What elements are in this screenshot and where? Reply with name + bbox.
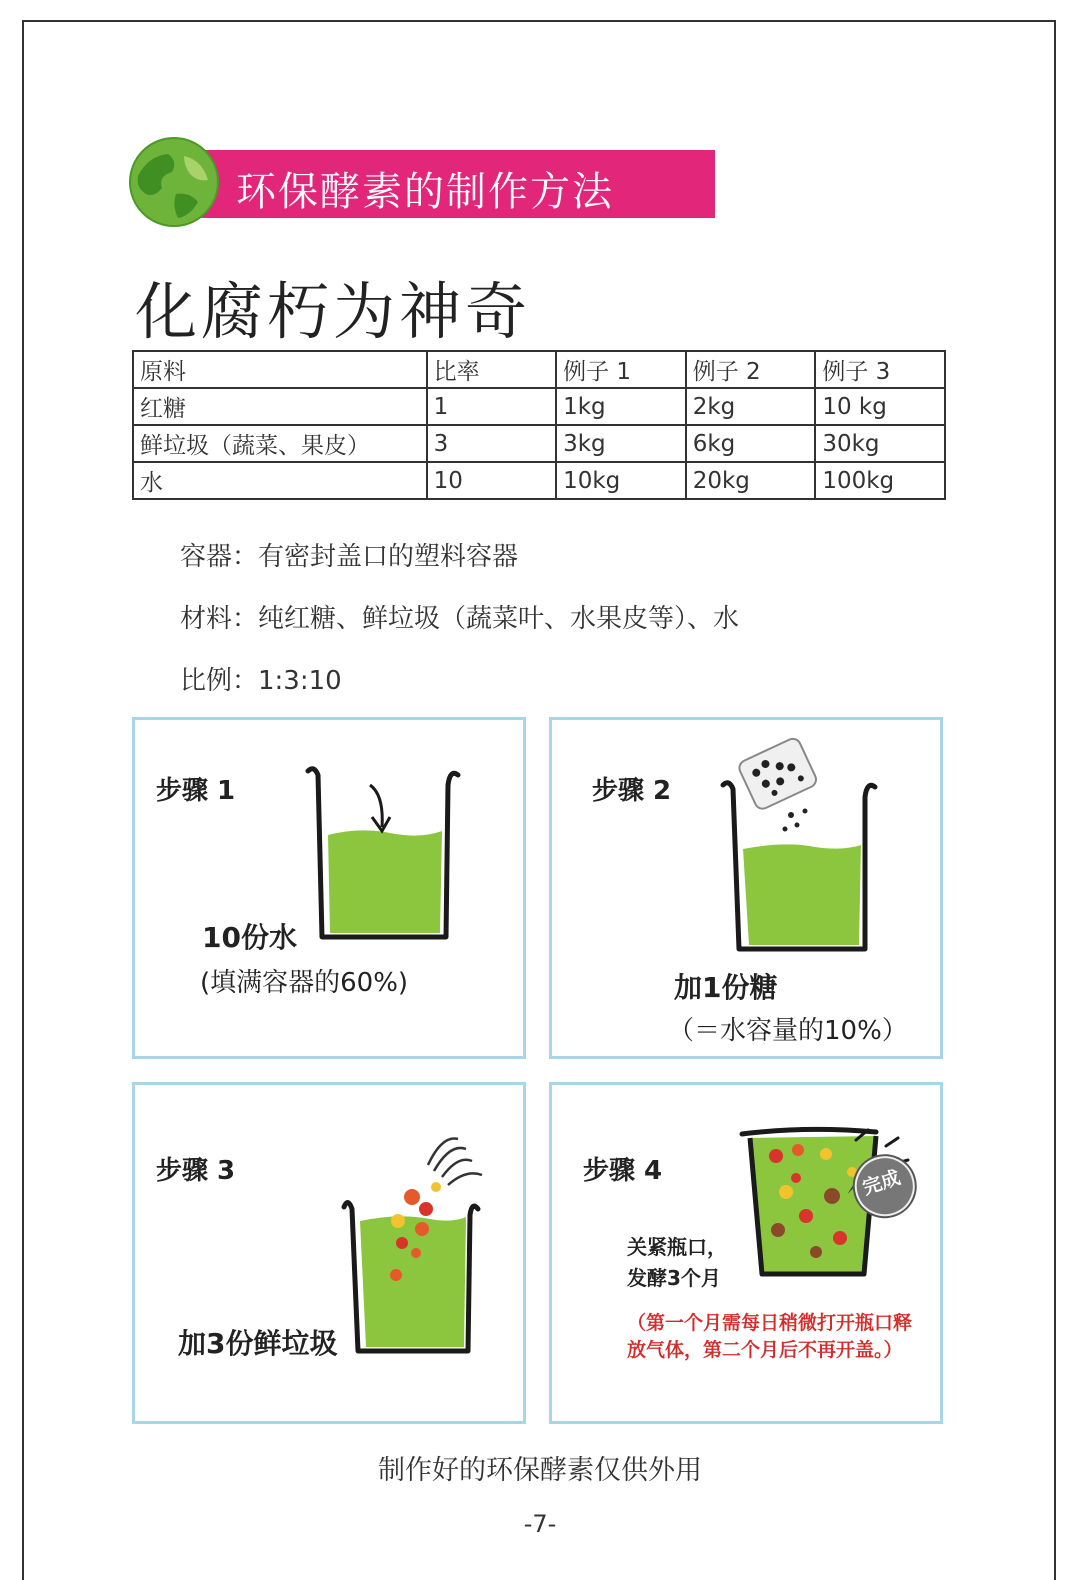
usage-note: 制作好的环保酵素仅供外用 xyxy=(378,1455,702,1486)
table-row xyxy=(133,462,945,499)
step-2-subtitle: （＝水容量的10%） xyxy=(668,1016,908,1046)
step-4-title-line1: 关紧瓶口， xyxy=(627,1235,727,1259)
globe-icon xyxy=(128,136,220,228)
step-4-container-illustration xyxy=(736,1120,946,1290)
table-header-cell: 例子 2 xyxy=(686,351,816,388)
recipe-table xyxy=(132,350,946,500)
table-cell: 3kg xyxy=(556,425,686,462)
table-cell: 红糖 xyxy=(133,388,427,425)
table-cell: 水 xyxy=(133,462,427,499)
page-number: -7- xyxy=(523,1510,557,1538)
step-2-container-illustration xyxy=(715,745,895,955)
table-cell: 1kg xyxy=(556,388,686,425)
step-2-title: 加1份糖 xyxy=(674,971,778,1004)
table-header-cell: 例子 1 xyxy=(556,351,686,388)
table-cell: 10kg xyxy=(556,462,686,499)
step-1-label: 步骤 1 xyxy=(156,776,236,806)
step-3-container-illustration xyxy=(338,1125,498,1360)
step-2-label: 步骤 2 xyxy=(592,776,672,806)
table-row xyxy=(133,388,945,425)
table-cell: 1 xyxy=(427,388,556,425)
table-header-row xyxy=(133,351,945,388)
step-1-container-illustration xyxy=(300,765,470,950)
step-1-title: 10份水 xyxy=(202,921,297,954)
banner-title: 环保酵素的制作方法 xyxy=(236,169,614,215)
table-cell: 20kg xyxy=(686,462,816,499)
table-cell: 10 kg xyxy=(815,388,945,425)
table-cell: 100kg xyxy=(815,462,945,499)
step-3-label: 步骤 3 xyxy=(156,1156,236,1186)
page-title: 化腐朽为神奇 xyxy=(135,275,532,348)
done-badge: 完成 xyxy=(859,1166,903,1200)
table-cell: 鲜垃圾（蔬菜、果皮） xyxy=(133,425,427,462)
step-4-note: （第一个月需每日稍微打开瓶口释放气体，第二个月后不再开盖。） xyxy=(627,1312,913,1361)
step-4-title-line2: 发酵3个月 xyxy=(627,1266,721,1290)
table-cell: 30kg xyxy=(815,425,945,462)
table-cell: 2kg xyxy=(686,388,816,425)
table-header-cell: 比率 xyxy=(427,351,556,388)
table-cell: 6kg xyxy=(686,425,816,462)
container-info: 容器：有密封盖口的塑料容器 xyxy=(180,542,519,572)
step-3-title: 加3份鲜垃圾 xyxy=(178,1327,338,1360)
table-row xyxy=(133,425,945,462)
table-header-cell: 例子 3 xyxy=(815,351,945,388)
table-cell: 3 xyxy=(427,425,556,462)
table-header-cell: 原料 xyxy=(133,351,427,388)
materials-info: 材料：纯红糖、鲜垃圾（蔬菜叶、水果皮等）、水 xyxy=(180,604,740,634)
step-1-subtitle: (填满容器的60%) xyxy=(200,968,409,998)
step-4-label: 步骤 4 xyxy=(583,1156,663,1186)
table-cell: 10 xyxy=(427,462,556,499)
ratio-info: 比例：1:3:10 xyxy=(180,666,342,696)
